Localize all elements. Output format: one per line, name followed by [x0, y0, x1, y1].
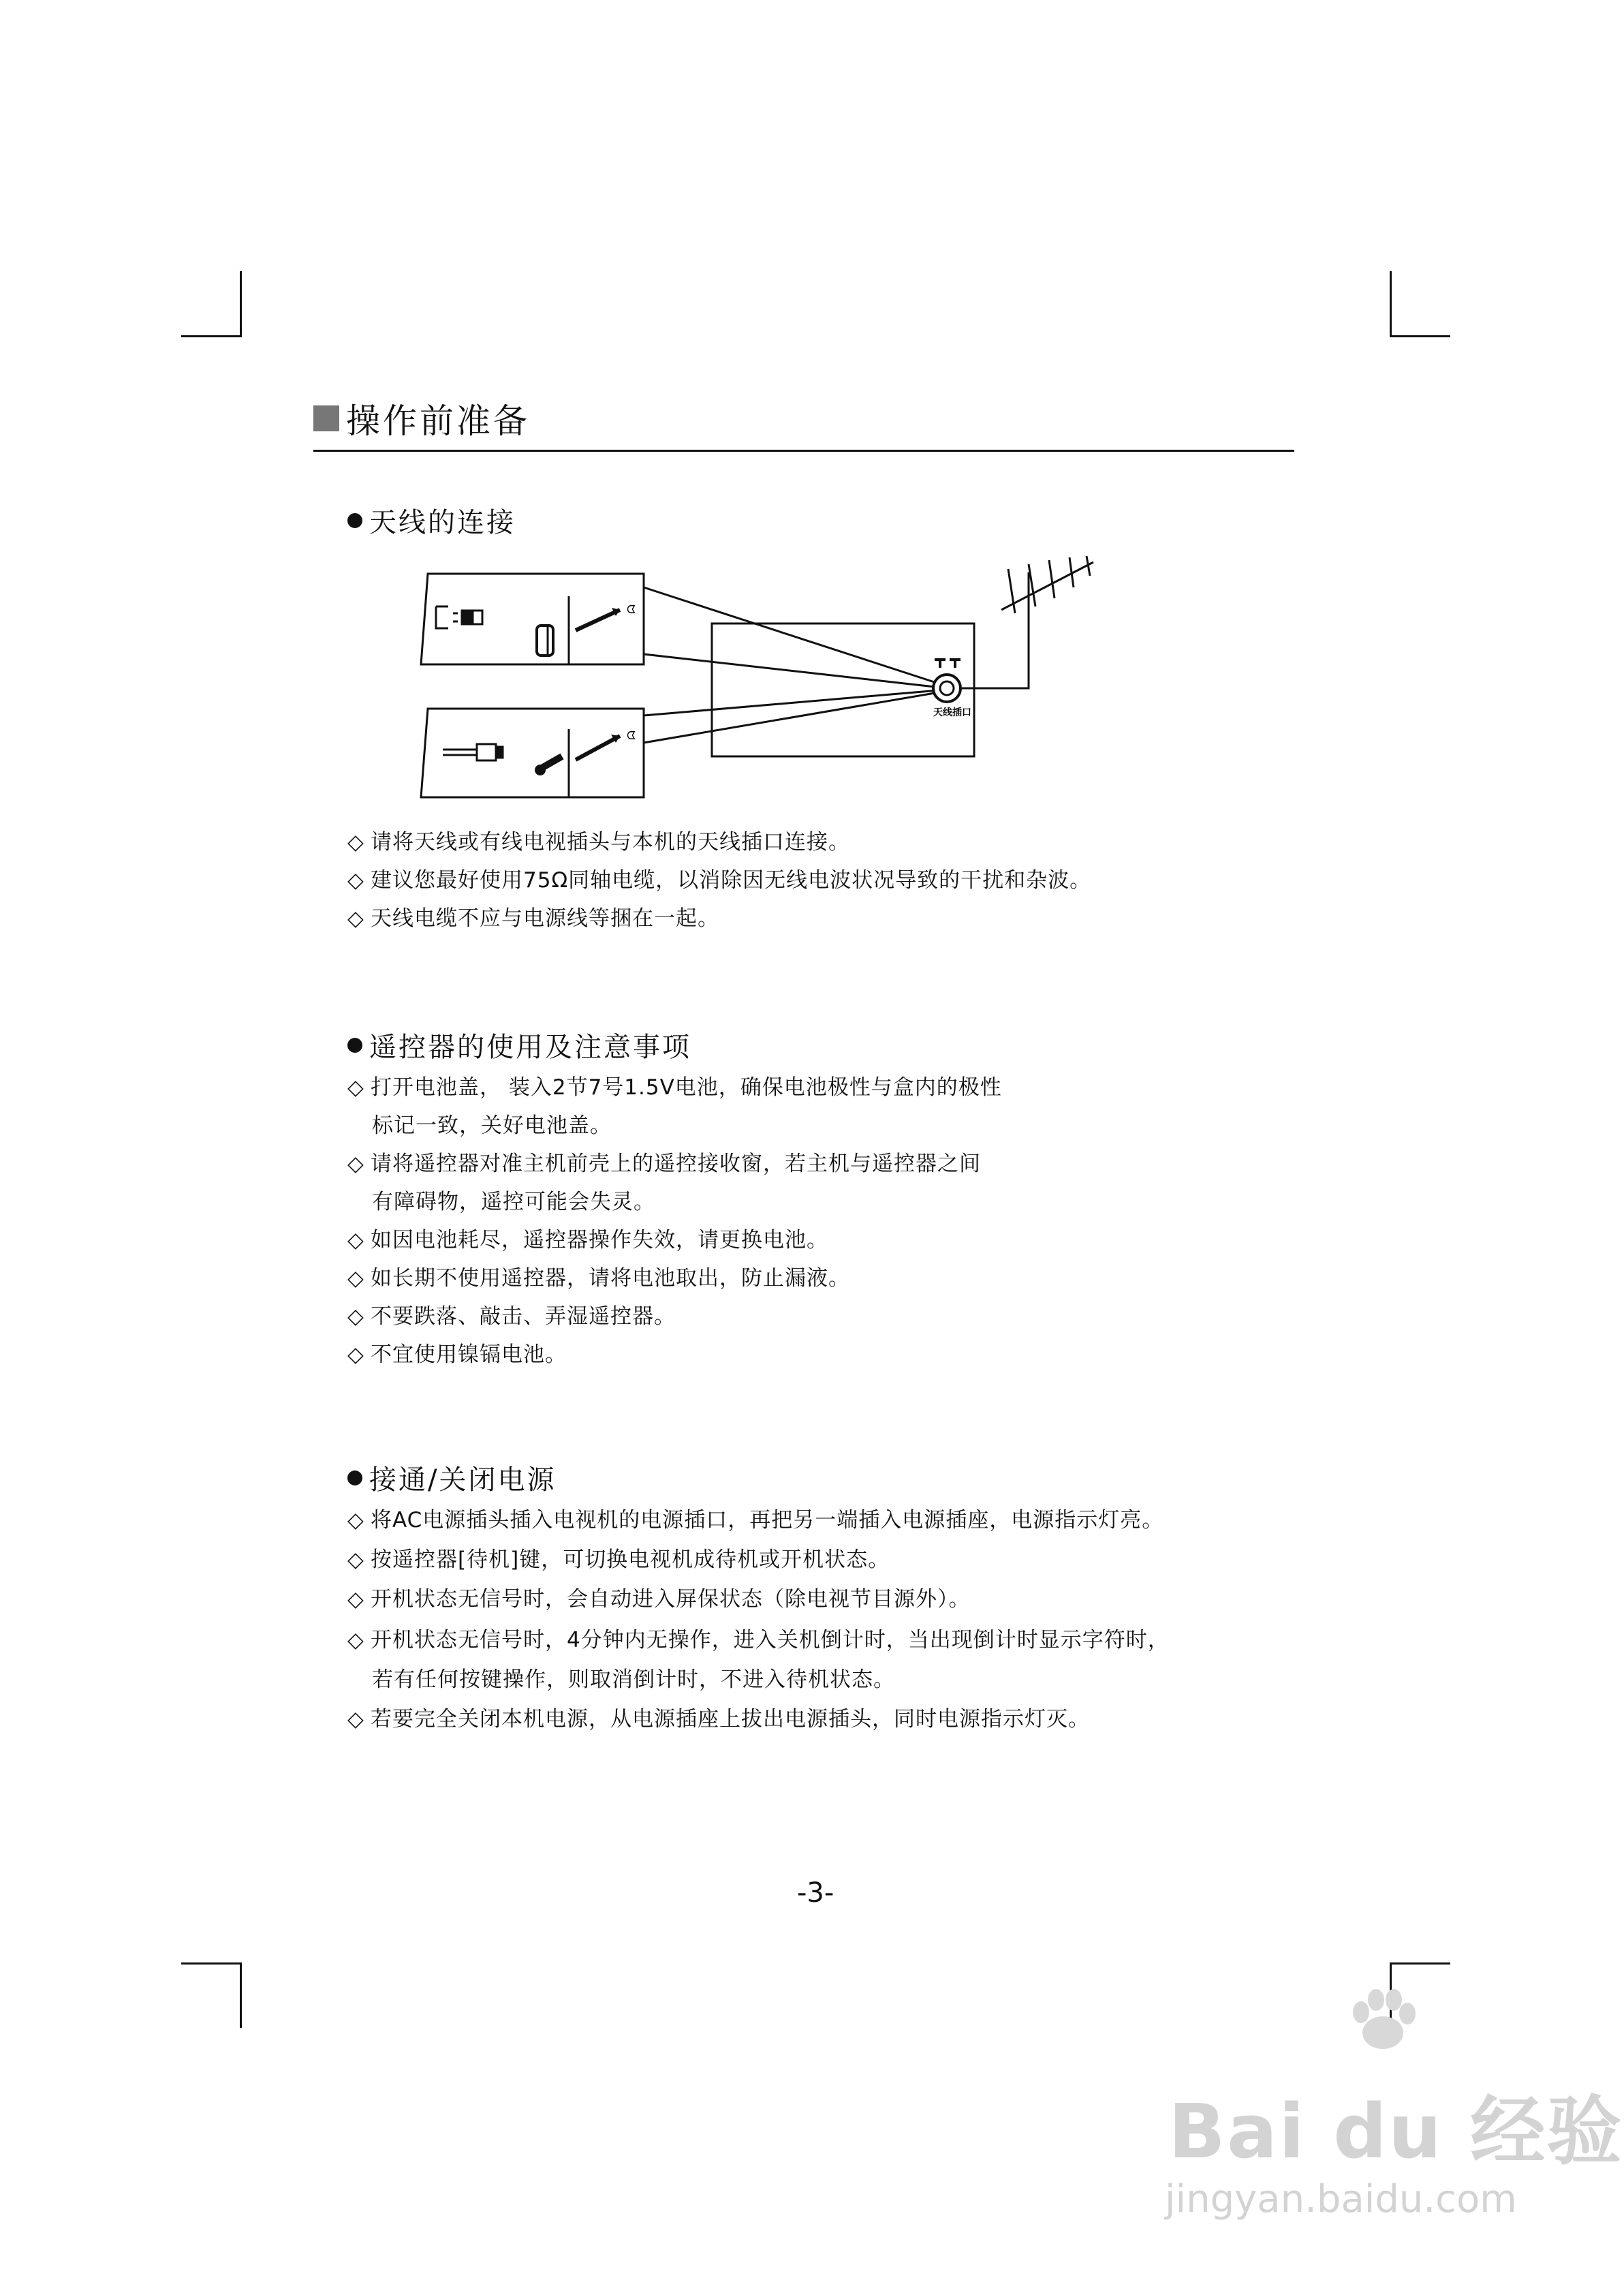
- plug-symbol-bottom: ᗧ: [627, 729, 636, 742]
- remote-note-6: [347, 1337, 567, 1368]
- page-number: -3-: [797, 1877, 834, 1909]
- section-title-power: [347, 1458, 556, 1497]
- coax-plug-icon: [436, 606, 482, 628]
- diamond-marker-icon: ◇: [347, 1075, 364, 1100]
- arrow-bottom: [576, 736, 620, 760]
- diamond-marker-icon: ◇: [347, 1228, 364, 1252]
- remote-note-5: [347, 1299, 676, 1329]
- crop-mark-bottom-right-h: [1390, 1962, 1450, 1965]
- remote-note-4: [347, 1261, 850, 1291]
- antenna-note-1: [347, 825, 850, 855]
- note-text: 请将天线或有线电视插头与本机的天线插口连接。: [371, 830, 850, 854]
- remote-note-1-cont: [372, 1108, 612, 1139]
- page-title: 操作前准备: [346, 401, 530, 441]
- note-text: 标记一致，关好电池盖。: [372, 1113, 612, 1138]
- section-title-text: 接通/关闭电源: [369, 1464, 557, 1496]
- note-text: 打开电池盖， 装入2节7号1.5V电池，确保电池极性与盒内的极性: [371, 1075, 1002, 1100]
- remote-note-2: [347, 1146, 981, 1177]
- bullet-dot-icon: [347, 1470, 362, 1485]
- note-text: 将AC电源插头插入电视机的电源插口，再把另一端插入电源插座，电源指示灯亮。: [371, 1508, 1164, 1532]
- note-text: 不宜使用镍镉电池。: [371, 1342, 567, 1367]
- bullet-dot-icon: [347, 1038, 362, 1053]
- remote-note-3: [347, 1222, 828, 1253]
- outdoor-antenna-icon: [961, 556, 1093, 688]
- plug-symbol-top: ᗧ: [627, 603, 636, 616]
- note-text: 建议您最好使用75Ω同轴电缆，以消除因无线电波状况导致的干扰和杂波。: [371, 868, 1092, 893]
- crop-mark-top-right-v: [1390, 271, 1392, 337]
- cable-line-4: [644, 691, 947, 743]
- note-text: 如长期不使用遥控器，请将电池取出，防止漏液。: [371, 1266, 850, 1291]
- diamond-marker-icon: ◇: [347, 1266, 364, 1291]
- diamond-marker-icon: ◇: [347, 1707, 364, 1731]
- cable-connector-icon: [443, 744, 503, 760]
- power-note-3: [347, 1582, 971, 1612]
- note-text: 请将遥控器对准主机前壳上的遥控接收窗，若主机与遥控器之间: [371, 1152, 981, 1176]
- note-text: 若有任何按键操作，则取消倒计时，不进入待机状态。: [372, 1667, 895, 1692]
- power-note-1: [347, 1503, 1164, 1533]
- diamond-marker-icon: ◇: [347, 1628, 364, 1652]
- adapter-icon: [537, 626, 553, 656]
- note-text: 不要跌落、敲击、弄湿遥控器。: [371, 1304, 676, 1329]
- diamond-marker-icon: ◇: [347, 906, 364, 931]
- cable-plug-box-bottom: [421, 709, 644, 797]
- diamond-marker-icon: ◇: [347, 1342, 364, 1367]
- power-note-5: [347, 1701, 1090, 1732]
- section-title-text: 遥控器的使用及注意事项: [369, 1032, 691, 1063]
- diamond-marker-icon: ◇: [347, 1508, 364, 1532]
- crop-mark-bottom-left-v: [240, 1962, 242, 2028]
- f-connector-icon: [535, 756, 562, 775]
- crop-mark-top-right-h: [1390, 335, 1450, 337]
- note-text: 如因电池耗尽，遥控器操作失效，请更换电池。: [371, 1228, 828, 1252]
- note-text: 按遥控器[待机]键，可切换电视机成待机或开机状态。: [371, 1547, 890, 1572]
- power-note-4: [347, 1622, 1170, 1653]
- heading-square-icon: [313, 405, 339, 431]
- bullet-dot-icon: [347, 513, 362, 528]
- remote-note-2-cont: [372, 1184, 655, 1215]
- note-text: 天线电缆不应与电源线等捆在一起。: [371, 906, 719, 931]
- diamond-marker-icon: ◇: [347, 868, 364, 893]
- antenna-port-icon: [933, 660, 961, 702]
- section-title-text: 天线的连接: [369, 507, 516, 538]
- remote-note-1: [347, 1070, 1002, 1100]
- section-title-antenna: [347, 501, 516, 540]
- diamond-marker-icon: ◇: [347, 1152, 364, 1176]
- page-heading: [313, 398, 530, 439]
- diamond-marker-icon: ◇: [347, 830, 364, 854]
- cable-line-3: [644, 690, 947, 715]
- note-text: 开机状态无信号时，4分钟内无操作，进入关机倒计时，当出现倒计时显示字符时，: [371, 1628, 1170, 1652]
- crop-mark-bottom-left-h: [181, 1962, 242, 1965]
- antenna-note-3: [347, 901, 719, 931]
- diamond-marker-icon: ◇: [347, 1547, 364, 1572]
- crop-mark-top-left-v: [240, 271, 242, 337]
- note-text: 若要完全关闭本机电源，从电源插座上拔出电源插头，同时电源指示灯灭。: [371, 1707, 1090, 1731]
- antenna-connection-diagram: [416, 545, 1131, 804]
- diamond-marker-icon: ◇: [347, 1304, 364, 1329]
- antenna-note-2: [347, 863, 1091, 893]
- section-title-remote: [347, 1026, 691, 1064]
- paw-logo-icon: [1342, 1986, 1424, 2054]
- arrow-top: [576, 610, 620, 630]
- crop-mark-top-left-h: [181, 335, 242, 337]
- note-text: 有障碍物，遥控可能会失灵。: [372, 1190, 655, 1214]
- note-text: 开机状态无信号时，会自动进入屏保状态（除电视节目源外）。: [371, 1587, 971, 1612]
- watermark-url: jingyan.baidu.com: [1165, 2177, 1517, 2221]
- diamond-marker-icon: ◇: [347, 1587, 364, 1612]
- cable-plug-box-top: [421, 574, 644, 664]
- watermark-brand: Bai du 经验: [1168, 2088, 1623, 2175]
- power-note-2: [347, 1542, 890, 1573]
- antenna-port-label: 天线插口: [933, 707, 971, 718]
- heading-divider: [313, 450, 1294, 452]
- power-note-4-cont: [372, 1662, 895, 1693]
